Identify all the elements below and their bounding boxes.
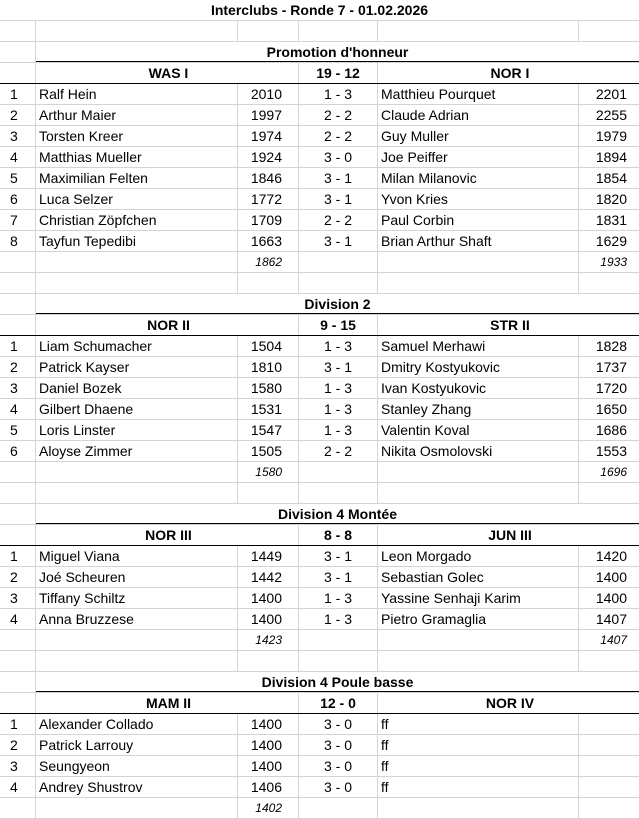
left-player-name: Arthur Maier [36,105,238,125]
right-team-average [579,798,639,818]
left-player-elo: 1709 [238,210,299,230]
average-row [0,252,639,273]
left-player-name: Daniel Bozek [36,378,238,398]
empty-cell [0,63,36,83]
game-result: 1 - 3 [299,378,378,398]
match-score: 12 - 0 [299,693,378,713]
left-player-name: Luca Selzer [36,189,238,209]
empty-cell [378,252,579,272]
right-player-name: ff [378,735,579,755]
board-number: 2 [0,735,36,755]
right-player-elo: 1820 [595,191,627,207]
left-player-elo: 1846 [238,168,299,188]
game-result: 3 - 1 [299,231,378,251]
game-result: 1 - 3 [299,420,378,440]
left-team-name: WAS I [36,63,299,83]
left-player-name: Torsten Kreer [36,126,238,146]
left-player-name: Andrey Shustrov [36,777,238,797]
empty-cell [36,21,238,41]
right-player-name: Dmitry Kostyukovic [378,357,579,377]
right-player-elo: 2255 [595,107,627,123]
right-player-elo: 1400 [595,569,627,585]
board-number: 3 [0,588,36,608]
left-player-elo: 1400 [238,609,299,629]
empty-cell [36,651,238,671]
empty-cell [238,483,299,503]
game-row [0,420,639,441]
right-team-name: STR II [490,317,530,333]
game-row [0,735,639,756]
right-player-name: Ivan Kostyukovic [378,378,579,398]
match-header-row [0,693,639,714]
left-team-name: NOR III [36,525,299,545]
board-number: 3 [0,126,36,146]
board-number: 4 [0,147,36,167]
right-player-elo: 1737 [595,359,627,375]
left-player-elo: 1406 [238,777,299,797]
right-player-elo: 1420 [595,548,627,564]
spacer-row [0,21,639,42]
right-player-elo [579,777,639,797]
right-player-name: Milan Milanovic [378,168,579,188]
empty-cell [0,525,36,545]
game-result: 3 - 0 [299,777,378,797]
board-number: 6 [0,189,36,209]
game-row [0,777,639,798]
game-row [0,168,639,189]
game-row [0,231,639,252]
division-title-row [0,294,639,315]
match-score: 9 - 15 [299,315,378,335]
left-player-elo: 1997 [238,105,299,125]
board-number: 4 [0,777,36,797]
match-header-row [0,63,639,84]
game-row [0,189,639,210]
game-result: 1 - 3 [299,588,378,608]
empty-cell [0,651,36,671]
game-result: 3 - 0 [299,714,378,734]
game-result: 2 - 2 [299,210,378,230]
left-player-name: Seungyeon [36,756,238,776]
game-result: 2 - 2 [299,105,378,125]
left-player-name: Christian Zöpfchen [36,210,238,230]
spacer-row [0,273,639,294]
right-player-name: Leon Morgado [378,546,579,566]
board-number: 2 [0,357,36,377]
empty-cell [299,252,378,272]
right-player-elo [579,714,639,734]
right-player-elo: 1686 [595,422,627,438]
game-row [0,399,639,420]
right-player-name: ff [378,714,579,734]
board-number: 8 [0,231,36,251]
game-row [0,126,639,147]
empty-cell [0,693,36,713]
right-player-elo: 1979 [595,128,627,144]
empty-cell [299,630,378,650]
match-header-row [0,315,639,336]
empty-cell [0,798,36,818]
left-team-name: MAM II [36,693,299,713]
right-team-name: NOR I [490,65,530,81]
left-player-elo: 1449 [238,546,299,566]
game-result: 1 - 3 [299,399,378,419]
spacer-row [0,651,639,672]
empty-cell [579,21,639,41]
left-player-name: Miguel Viana [36,546,238,566]
spacer-row [0,483,639,504]
game-result: 3 - 0 [299,756,378,776]
empty-cell [0,462,36,482]
left-player-name: Liam Schumacher [36,336,238,356]
left-player-elo: 1400 [238,714,299,734]
right-player-elo: 1828 [595,338,627,354]
empty-cell [579,651,639,671]
left-player-name: Patrick Kayser [36,357,238,377]
empty-cell [36,273,238,293]
right-player-elo: 1854 [595,170,627,186]
left-player-name: Joé Scheuren [36,567,238,587]
board-number: 4 [0,609,36,629]
left-player-name: Loris Linster [36,420,238,440]
right-player-name: Yassine Senhaji Karim [378,588,579,608]
game-result: 3 - 1 [299,357,378,377]
empty-cell [299,21,378,41]
right-player-elo [579,735,639,755]
game-row [0,756,639,777]
left-player-name: Anna Bruzzese [36,609,238,629]
match-score: 19 - 12 [299,63,378,83]
left-player-elo: 1442 [238,567,299,587]
game-row [0,357,639,378]
game-result: 3 - 1 [299,168,378,188]
board-number: 5 [0,420,36,440]
game-row [0,105,639,126]
game-row [0,567,639,588]
left-team-average: 1423 [238,630,299,650]
right-player-elo: 1407 [595,611,627,627]
empty-cell [378,21,579,41]
right-player-elo: 1720 [595,380,627,396]
right-player-name: Yvon Kries [378,189,579,209]
left-team-average: 1862 [238,252,299,272]
board-number: 3 [0,756,36,776]
right-player-name: Nikita Osmolovski [378,441,579,461]
empty-cell [378,798,579,818]
game-result: 3 - 1 [299,567,378,587]
game-result: 1 - 3 [299,336,378,356]
average-row [0,798,639,819]
left-player-name: Patrick Larrouy [36,735,238,755]
right-player-name: Matthieu Pourquet [378,84,579,104]
left-player-elo: 1663 [238,231,299,251]
empty-cell [0,294,36,314]
division-title: Division 4 Poule basse [36,672,639,692]
empty-cell [0,315,36,335]
empty-cell [0,273,36,293]
division-title-row [0,672,639,693]
left-player-elo: 1400 [238,735,299,755]
empty-cell [378,273,579,293]
empty-cell [0,21,36,41]
game-row [0,210,639,231]
left-team-name: NOR II [36,315,299,335]
average-row [0,462,639,483]
empty-cell [0,672,36,692]
right-player-name: Joe Peiffer [378,147,579,167]
empty-cell [0,42,36,62]
right-player-name: Samuel Merhawi [378,336,579,356]
left-player-elo: 1547 [238,420,299,440]
empty-cell [378,630,579,650]
board-number: 7 [0,210,36,230]
left-player-name: Ralf Hein [36,84,238,104]
division-title: Division 2 [36,294,639,314]
board-number: 3 [0,378,36,398]
game-result: 1 - 3 [299,609,378,629]
right-team-average: 1696 [600,465,627,479]
left-player-name: Tayfun Tepedibi [36,231,238,251]
right-player-elo: 1650 [595,401,627,417]
right-player-name: ff [378,777,579,797]
game-result: 2 - 2 [299,441,378,461]
right-player-name: Valentin Koval [378,420,579,440]
match-score: 8 - 8 [299,525,378,545]
left-player-elo: 1580 [238,378,299,398]
empty-cell [299,651,378,671]
board-number: 1 [0,546,36,566]
empty-cell [36,630,238,650]
empty-cell [299,483,378,503]
empty-cell [299,462,378,482]
left-player-name: Tiffany Schiltz [36,588,238,608]
right-player-elo: 1400 [595,590,627,606]
empty-cell [238,273,299,293]
game-row [0,336,639,357]
empty-cell [36,798,238,818]
game-row [0,147,639,168]
right-player-name: ff [378,756,579,776]
left-team-average: 1402 [238,798,299,818]
right-team-average: 1933 [600,255,627,269]
game-result: 3 - 0 [299,735,378,755]
board-number: 6 [0,441,36,461]
right-player-elo: 1629 [595,233,627,249]
board-number: 1 [0,336,36,356]
right-team-name: JUN III [488,527,532,543]
empty-cell [36,252,238,272]
right-player-name: Stanley Zhang [378,399,579,419]
left-player-name: Maximilian Felten [36,168,238,188]
empty-cell [0,630,36,650]
left-player-name: Gilbert Dhaene [36,399,238,419]
game-result: 2 - 2 [299,126,378,146]
left-player-elo: 1504 [238,336,299,356]
right-player-name: Claude Adrian [378,105,579,125]
game-result: 1 - 3 [299,84,378,104]
right-player-elo: 1894 [595,149,627,165]
left-player-elo: 1810 [238,357,299,377]
game-row [0,84,639,105]
left-player-elo: 1924 [238,147,299,167]
game-row [0,609,639,630]
game-row [0,588,639,609]
right-player-name: Pietro Gramaglia [378,609,579,629]
empty-cell [579,483,639,503]
right-team-average: 1407 [600,633,627,647]
empty-cell [238,21,299,41]
division-title: Division 4 Montée [36,504,639,524]
board-number: 5 [0,168,36,188]
average-row [0,630,639,651]
right-player-name: Guy Muller [378,126,579,146]
game-row [0,378,639,399]
empty-cell [378,462,579,482]
left-player-name: Alexander Collado [36,714,238,734]
right-player-name: Paul Corbin [378,210,579,230]
board-number: 4 [0,399,36,419]
game-row [0,546,639,567]
left-player-elo: 1974 [238,126,299,146]
empty-cell [0,504,36,524]
right-player-elo [579,756,639,776]
board-number: 1 [0,84,36,104]
left-team-average: 1580 [238,462,299,482]
left-player-elo: 2010 [238,84,299,104]
right-player-elo: 1831 [595,212,627,228]
left-player-elo: 1772 [238,189,299,209]
empty-cell [238,651,299,671]
game-result: 3 - 1 [299,189,378,209]
game-result: 3 - 1 [299,546,378,566]
division-title-row [0,504,639,525]
game-row [0,441,639,462]
page-title: Interclubs - Ronde 7 - 01.02.2026 [0,0,639,21]
left-player-name: Aloyse Zimmer [36,441,238,461]
empty-cell [299,798,378,818]
board-number: 2 [0,567,36,587]
right-player-name: Brian Arthur Shaft [378,231,579,251]
left-player-elo: 1505 [238,441,299,461]
left-player-elo: 1400 [238,756,299,776]
game-result: 3 - 0 [299,147,378,167]
right-player-name: Sebastian Golec [378,567,579,587]
match-header-row [0,525,639,546]
division-title-row [0,42,639,63]
board-number: 2 [0,105,36,125]
empty-cell [0,483,36,503]
division-title: Promotion d'honneur [36,42,639,62]
right-player-elo: 2201 [595,86,627,102]
left-player-name: Matthias Mueller [36,147,238,167]
empty-cell [0,252,36,272]
board-number: 1 [0,714,36,734]
game-row [0,714,639,735]
empty-cell [299,273,378,293]
empty-cell [36,462,238,482]
left-player-elo: 1400 [238,588,299,608]
left-player-elo: 1531 [238,399,299,419]
empty-cell [378,651,579,671]
empty-cell [579,273,639,293]
right-team-name: NOR IV [485,695,535,711]
empty-cell [378,483,579,503]
empty-cell [36,483,238,503]
right-player-elo: 1553 [595,443,627,459]
